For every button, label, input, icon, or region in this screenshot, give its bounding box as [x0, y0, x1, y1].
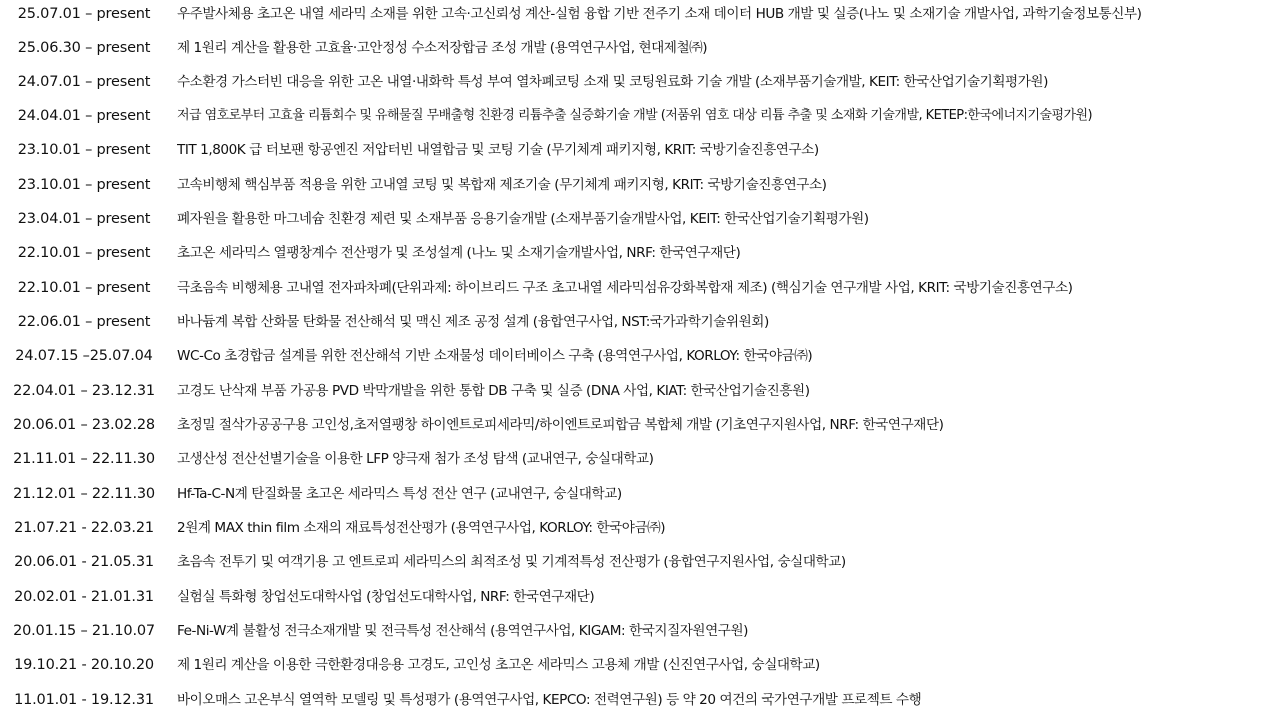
project-title: 수소환경 가스터빈 대응을 위한 고온 내열·내화학 특성 부여 열차폐코팅 소재 및 코팅원료화 기술 개발 (소재부품기술개발, KEIT: 한국산업기술기획평가원): [177, 74, 1048, 90]
project-row: [0, 341, 1280, 371]
project-period: 25.06.30 – present: [17, 40, 151, 56]
project-period: 24.07.15 –25.07.04: [15, 348, 153, 364]
project-title: 고경도 난삭재 부품 가공용 PVD 박막개발을 위한 통합 DB 구축 및 실증 (DNA 사업, KIAT: 한국산업기술진흥원): [177, 383, 810, 399]
project-period: 24.07.01 – present: [17, 74, 151, 90]
project-period: 21.11.01 – 22.11.30: [13, 451, 155, 467]
project-title: TIT 1,800K 급 터보팬 항공엔진 저압터빈 내열합금 및 코팅 기술 (무기체계 패키지형, KRIT: 국방기술진흥연구소): [177, 142, 819, 158]
project-row: [0, 170, 1280, 200]
project-row: [0, 101, 1280, 131]
project-period: 11.01.01 - 19.12.31: [14, 692, 154, 708]
project-title: WC-Co 초경합금 설계를 위한 전산해석 기반 소재물성 데이터베이스 구축 (용역연구사업, KORLOY: 한국야금㈜): [177, 348, 813, 364]
project-period: 21.12.01 – 22.11.30: [13, 486, 155, 502]
project-title: 제 1원리 계산을 활용한 고효율·고안정성 수소저장합금 조성 개발 (용역연구사업, 현대제철㈜): [177, 40, 708, 56]
project-row: [0, 582, 1280, 612]
project-period: 20.01.15 – 21.10.07: [13, 623, 155, 639]
project-title: 바이오매스 고온부식 열역학 모델링 및 특성평가 (용역연구사업, KEPCO: 전력연구원) 등 약 20 여건의 국가연구개발 프로젝트 수행: [177, 692, 922, 708]
project-period: 23.10.01 – present: [17, 177, 151, 193]
project-title: 2원계 MAX thin film 소재의 재료특성전산평가 (용역연구사업, KORLOY: 한국야금㈜): [177, 520, 666, 536]
project-row: [0, 376, 1280, 406]
project-row: [0, 444, 1280, 474]
project-title: Fe-Ni-W계 불활성 전극소재개발 및 전극특성 전산해석 (용역연구사업, KIGAM: 한국지질자원연구원): [177, 623, 749, 639]
project-title: 바나듐계 복합 산화물 탄화물 전산해석 및 맥신 제조 공정 설계 (융합연구사업, NST:국가과학기술위원회): [177, 314, 769, 330]
project-period: 24.04.01 – present: [17, 108, 151, 124]
project-period: 22.10.01 – present: [17, 280, 151, 296]
project-row: [0, 685, 1280, 715]
project-period: 20.06.01 - 21.05.31: [14, 554, 154, 570]
project-row: [0, 650, 1280, 680]
project-row: [0, 67, 1280, 97]
project-title: 고생산성 전산선별기술을 이용한 LFP 양극재 첨가 조성 탐색 (교내연구, 숭실대학교): [177, 451, 654, 467]
project-period: 19.10.21 - 20.10.20: [14, 657, 154, 673]
project-row: [0, 273, 1280, 303]
project-title: 우주발사체용 초고온 내열 세라믹 소재를 위한 고속·고신뢰성 계산-실험 융합 기반 전주기 소재 데이터 HUB 개발 및 실증(나노 및 소재기술 개발사업, 과학기술정보통신부): [177, 6, 1142, 22]
project-row: [0, 204, 1280, 234]
project-row: [0, 0, 1280, 29]
project-period: 22.10.01 – present: [17, 245, 151, 261]
project-period: 22.06.01 – present: [17, 314, 151, 330]
project-title: 극초음속 비행체용 고내열 전자파차폐(단위과제: 하이브리드 구조 초고내열 세라믹섬유강화복합재 제조) (핵심기술 연구개발 사업, KRIT: 국방기술진흥연구소): [177, 280, 1073, 296]
project-row: [0, 238, 1280, 268]
project-title: 실험실 특화형 창업선도대학사업 (창업선도대학사업, NRF: 한국연구재단): [177, 589, 595, 605]
project-title: 고속비행체 핵심부품 적용을 위한 고내열 코팅 및 복합재 제조기술 (무기체계 패키지형, KRIT: 국방기술진흥연구소): [177, 177, 827, 193]
project-period: 20.02.01 - 21.01.31: [14, 589, 154, 605]
project-title: 초음속 전투기 및 여객기용 고 엔트로피 세라믹스의 최적조성 및 기계적특성 전산평가 (융합연구지원사업, 숭실대학교): [177, 554, 846, 570]
project-title: 폐자원을 활용한 마그네슘 친환경 제련 및 소재부품 응용기술개발 (소재부품기술개발사업, KEIT: 한국산업기술기획평가원): [177, 211, 869, 227]
project-row: [0, 547, 1280, 577]
project-period: 21.07.21 - 22.03.21: [14, 520, 154, 536]
project-row: [0, 410, 1280, 440]
project-title: 초고온 세라믹스 열팽창계수 전산평가 및 조성설계 (나노 및 소재기술개발사업, NRF: 한국연구재단): [177, 245, 741, 261]
project-title: 제 1원리 계산을 이용한 극한환경대응용 고경도, 고인성 초고온 세라믹스 고용체 개발 (신진연구사업, 숭실대학교): [177, 657, 820, 673]
project-row: [0, 135, 1280, 165]
project-row: [0, 513, 1280, 543]
project-period: 20.06.01 – 23.02.28: [13, 417, 155, 433]
project-period: 23.04.01 – present: [17, 211, 151, 227]
project-row: [0, 33, 1280, 63]
project-title: Hf-Ta-C-N계 탄질화물 초고온 세라믹스 특성 전산 연구 (교내연구, 숭실대학교): [177, 486, 622, 502]
project-period: 23.10.01 – present: [17, 142, 151, 158]
project-row: [0, 307, 1280, 337]
project-period: 25.07.01 – present: [17, 6, 151, 22]
project-title: 저급 염호로부터 고효율 리튬회수 및 유해물질 무배출형 친환경 리튬추출 실증화기술 개발 (저품위 염호 대상 리튬 추출 및 소재화 기술개발, KETEP:한국에너지기술평가원): [177, 108, 1093, 123]
project-period: 22.04.01 – 23.12.31: [13, 383, 155, 399]
project-row: [0, 616, 1280, 646]
project-title: 초정밀 절삭가공공구용 고인성,초저열팽창 하이엔트로피세라믹/하이엔트로피합금 복합체 개발 (기초연구지원사업, NRF: 한국연구재단): [177, 417, 944, 433]
project-row: [0, 479, 1280, 509]
